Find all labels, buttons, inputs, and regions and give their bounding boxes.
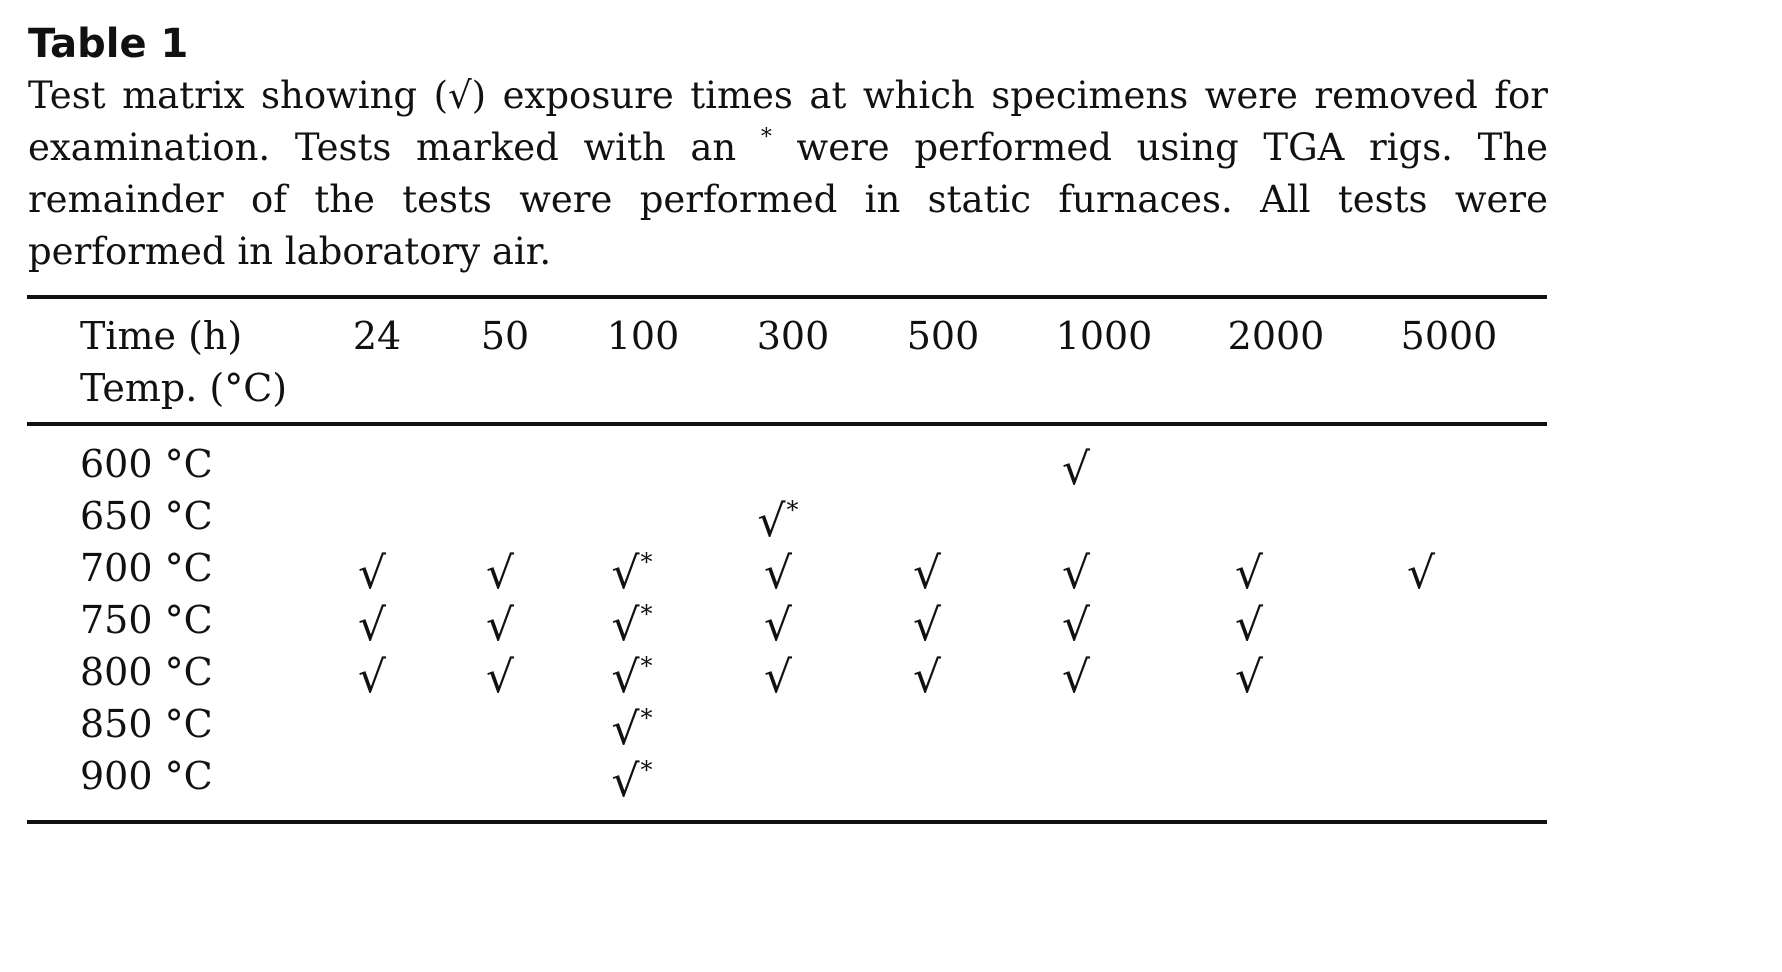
tga-asterisk: * (640, 600, 653, 628)
column-header-50: 50 (480, 314, 530, 358)
check-icon: √ (757, 496, 786, 547)
check-mark-tga (611, 704, 652, 762)
check-mark (764, 548, 792, 600)
check-icon: √ (1234, 548, 1264, 599)
check-icon: √ (763, 548, 793, 599)
column-header-300: 300 (756, 314, 830, 358)
check-icon: √ (912, 548, 942, 599)
check-icon: √ (611, 704, 640, 755)
column-header-2000: 2000 (1227, 314, 1325, 358)
check-mark-tga (757, 496, 798, 554)
check-mark (913, 600, 941, 652)
check-mark (1407, 548, 1435, 600)
caption-text-part-3: were performed using TGA rigs. The remainder of the tests were performed in static furnaces. All tests were performed in laboratory air. (28, 126, 1548, 273)
check-mark-tga (611, 548, 652, 606)
table-caption (28, 70, 1548, 278)
row-label: 750 °C (80, 598, 213, 642)
check-icon: √ (1061, 444, 1091, 495)
table-top-rule (27, 295, 1547, 299)
check-icon: √ (912, 652, 942, 703)
tga-asterisk: * (786, 496, 799, 524)
check-icon: √ (1234, 600, 1264, 651)
check-icon: √ (1061, 548, 1091, 599)
check-mark (1235, 652, 1263, 704)
caption-asterisk: * (760, 125, 772, 150)
caption-check-symbol: √ (448, 74, 472, 117)
row-label: 700 °C (80, 546, 213, 590)
tga-asterisk: * (640, 548, 653, 576)
row-label: 600 °C (80, 442, 213, 486)
check-icon: √ (1234, 652, 1264, 703)
check-mark (358, 548, 386, 600)
check-mark (1062, 548, 1090, 600)
check-icon: √ (485, 652, 515, 703)
column-header-24: 24 (352, 314, 402, 358)
check-icon: √ (611, 756, 640, 807)
check-mark (913, 548, 941, 600)
check-icon: √ (763, 600, 793, 651)
table-bottom-rule (27, 820, 1547, 824)
column-header-1000: 1000 (1055, 314, 1153, 358)
check-mark (1062, 444, 1090, 496)
check-icon: √ (485, 600, 515, 651)
check-mark-tga (611, 600, 652, 658)
check-mark (764, 600, 792, 652)
tga-asterisk: * (640, 756, 653, 784)
check-mark-tga (611, 756, 652, 814)
check-mark-tga (611, 652, 652, 710)
table-header-rule (27, 422, 1547, 426)
column-header-500: 500 (906, 314, 980, 358)
check-icon: √ (763, 652, 793, 703)
check-mark (1062, 652, 1090, 704)
check-mark (1062, 600, 1090, 652)
tga-asterisk: * (640, 704, 653, 732)
check-icon: √ (611, 548, 640, 599)
check-icon: √ (485, 548, 515, 599)
check-icon: √ (357, 548, 387, 599)
table-title: Table 1 (28, 21, 189, 67)
check-icon: √ (611, 600, 640, 651)
check-icon: √ (611, 652, 640, 703)
column-header-100: 100 (606, 314, 680, 358)
check-icon: √ (1406, 548, 1436, 599)
check-icon: √ (912, 600, 942, 651)
check-mark (764, 652, 792, 704)
check-icon: √ (1061, 600, 1091, 651)
column-header-5000: 5000 (1400, 314, 1498, 358)
header-temp-label: Temp. (°C) (80, 366, 288, 410)
row-label: 850 °C (80, 702, 213, 746)
check-mark (486, 600, 514, 652)
caption-text-part-2: ) exposure times at which specimens were removed for examination. Tests marked with an (28, 74, 1548, 169)
row-label: 650 °C (80, 494, 213, 538)
check-mark (358, 600, 386, 652)
tga-asterisk: * (640, 652, 653, 680)
check-mark (913, 652, 941, 704)
check-mark (1235, 548, 1263, 600)
check-mark (1235, 600, 1263, 652)
header-time-label: Time (h) (80, 314, 243, 358)
check-icon: √ (357, 652, 387, 703)
check-mark (358, 652, 386, 704)
check-mark (486, 548, 514, 600)
row-label: 900 °C (80, 754, 213, 798)
check-icon: √ (1061, 652, 1091, 703)
row-label: 800 °C (80, 650, 213, 694)
caption-text-part-1: Test matrix showing ( (28, 74, 449, 117)
check-mark (486, 652, 514, 704)
check-icon: √ (357, 600, 387, 651)
